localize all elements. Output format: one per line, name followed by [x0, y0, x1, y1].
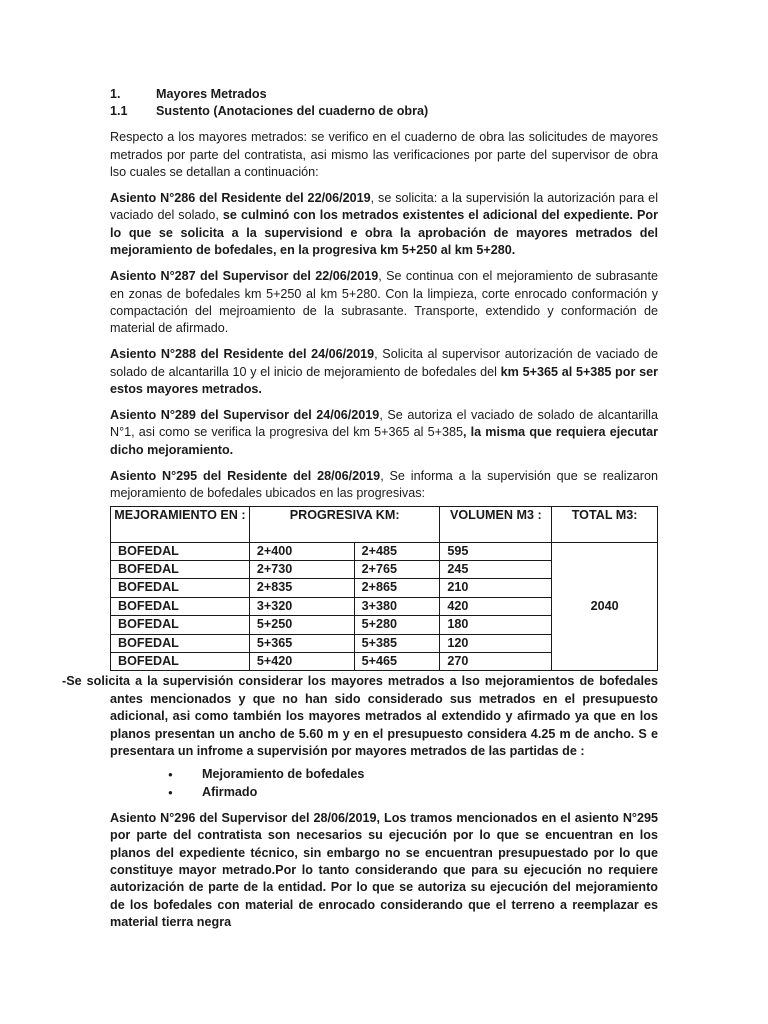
cell-desde: 2+730: [249, 560, 354, 578]
request-prefix: -: [62, 674, 67, 689]
asiento-288-lead: Asiento N°288 del Residente del 24/06/2019: [110, 347, 375, 362]
asiento-287-paragraph: [110, 268, 658, 338]
document-page: [62, 86, 658, 932]
asiento-286-body: se culminó con los metrados existentes el adicional del expediente. Por lo que se solicita a la supervisiond e obra la aprobación de mayores metrados del mejoramiento de bofedales, en la progresiva km 5+250 al km 5+280.: [110, 208, 658, 258]
cell-hasta: 5+385: [354, 634, 440, 652]
bullet-text: Afirmado: [202, 784, 258, 799]
cell-desde: 2+400: [249, 542, 354, 560]
asiento-295-paragraph: [110, 468, 658, 503]
cell-tipo: BOFEDAL: [111, 652, 250, 670]
asiento-288-paragraph: [110, 346, 658, 398]
cell-desde: 2+835: [249, 579, 354, 597]
header-total: TOTAL M3:: [552, 506, 658, 542]
cell-hasta: 2+765: [354, 560, 440, 578]
bullet-icon: ●: [168, 787, 173, 797]
cell-desde: 3+320: [249, 597, 354, 615]
asiento-287-lead: Asiento N°287 del Supervisor del 22/06/2019: [110, 269, 379, 284]
bullet-text: Mejoramiento de bofedales: [202, 767, 365, 782]
asiento-288-body-a: , Solicita al supervisor autorización de vaciado de solado de alcantarilla 10 y el inicio de mejoramiento de bofedales del: [110, 347, 658, 379]
table-body: [111, 542, 658, 671]
bofedales-table: [110, 506, 658, 672]
cell-tipo: BOFEDAL: [111, 597, 250, 615]
asiento-289-body-2: , la misma que requiera ejecutar dicho mejoramiento.: [110, 425, 658, 457]
asiento-289-body-1: , Se autoriza el vaciado de solado de alcantarilla N°1, asi como se verifica la progresiva del km 5+365 al 5+385: [110, 408, 658, 440]
list-item: [168, 784, 658, 801]
section-title: Mayores Metrados: [156, 87, 267, 101]
asiento-295-body: , Se informa a la supervisión que se realizaron mejoramiento de bofedales ubicados en las progresivas:: [110, 468, 658, 501]
cell-volumen: 120: [440, 634, 552, 652]
cell-tipo: BOFEDAL: [111, 634, 250, 652]
intro-paragraph: Respecto a los mayores metrados: se verifico en el cuaderno de obra las solicitudes de mayores metrados por parte del contratista, asi mismo las verificaciones por parte del supervisor de obra lso cuales se detallan a continuación:: [110, 130, 658, 180]
cell-hasta: 5+280: [354, 616, 440, 634]
section-number: 1.: [110, 87, 121, 101]
section-heading: [110, 86, 658, 103]
list-item: [168, 766, 658, 783]
asiento-289-lead: Asiento N°289 del Supervisor del 24/06/2019: [110, 408, 380, 422]
cell-desde: 5+250: [249, 616, 354, 634]
cell-volumen: 595: [440, 542, 552, 560]
cell-total: 2040: [552, 542, 658, 671]
cell-volumen: 210: [440, 579, 552, 597]
cell-tipo: BOFEDAL: [111, 579, 250, 597]
asiento-289-paragraph: [110, 407, 658, 459]
bullet-list: [110, 766, 658, 801]
cell-hasta: 2+865: [354, 579, 440, 597]
asiento-296-paragraph: Asiento N°296 del Supervisor del 28/06/2019, Los tramos mencionados en el asiento N°295 por parte del contratista son necesarios su ejecución por lo que se encuentran en los planos del expediente técnico, sin embargo no se encuentran presupuestado por lo que constituye mayor metrado.Por lo tanto considerando que para su ejecución no requiere autorización de parte de la entidad. Por lo que se autoriza su ejecución del mejoramiento de los bofedales con material de enrocado considerando que el terreno a reemplazar es material tierra negra: [110, 810, 658, 930]
request-paragraph: [62, 673, 658, 760]
asiento-295-lead: Asiento N°295 del Residente del 28/06/2019: [110, 468, 381, 483]
cell-hasta: 2+485: [354, 542, 440, 560]
header-volumen: VOLUMEN M3 :: [440, 506, 552, 542]
header-mejoramiento: MEJORAMIENTO EN :: [111, 506, 250, 542]
subsection-title: Sustento (Anotaciones del cuaderno de obra): [156, 104, 429, 119]
cell-tipo: BOFEDAL: [111, 616, 250, 634]
cell-volumen: 270: [440, 652, 552, 670]
cell-hasta: 3+380: [354, 597, 440, 615]
table-row: [111, 542, 658, 560]
cell-volumen: 245: [440, 560, 552, 578]
cell-volumen: 180: [440, 616, 552, 634]
subsection-heading: [110, 103, 658, 120]
cell-desde: 5+365: [249, 634, 354, 652]
cell-tipo: BOFEDAL: [111, 560, 250, 578]
cell-desde: 5+420: [249, 652, 354, 670]
cell-tipo: BOFEDAL: [111, 542, 250, 560]
asiento-288-body-b: km 5+365 al 5+385 por ser estos mayores metrados.: [110, 364, 658, 397]
table-header-row: [111, 506, 658, 542]
asiento-286-body-a: , se solicita: a la supervisión la autorización para el vaciado del solado,: [110, 191, 658, 223]
subsection-number: 1.1: [110, 104, 128, 119]
cell-hasta: 5+465: [354, 652, 440, 670]
asiento-286-lead: Asiento N°286 del Residente del 22/06/2019: [110, 191, 371, 206]
request-text: Se solicita a la supervisión considerar los mayores metrados a lso mejoramientos de bofedales antes mencionados y que no han sido considerado sus metrados en el presupuesto adicional, asi como también los mayores metrados al extendido y afirmado ya que en los planos presentan un ancho de 5.60 m y en el presupuesto considera 4.25 m de ancho. S e presentara un infrome a supervisión por mayores metrados de las partidas de :: [66, 674, 658, 758]
cell-volumen: 420: [440, 597, 552, 615]
bullet-icon: ●: [168, 770, 173, 780]
asiento-287-body: , Se continua con el mejoramiento de subrasante en zonas de bofedales km 5+250 al km 5+280. Con la limpieza, corte enrocado conformación y compactación del mejroamiento de la subrasante. Transporte, extendido y conformación de material de afirmado.: [110, 269, 658, 336]
header-progresiva: PROGRESIVA KM:: [249, 506, 440, 542]
asiento-286-paragraph: [110, 190, 658, 260]
